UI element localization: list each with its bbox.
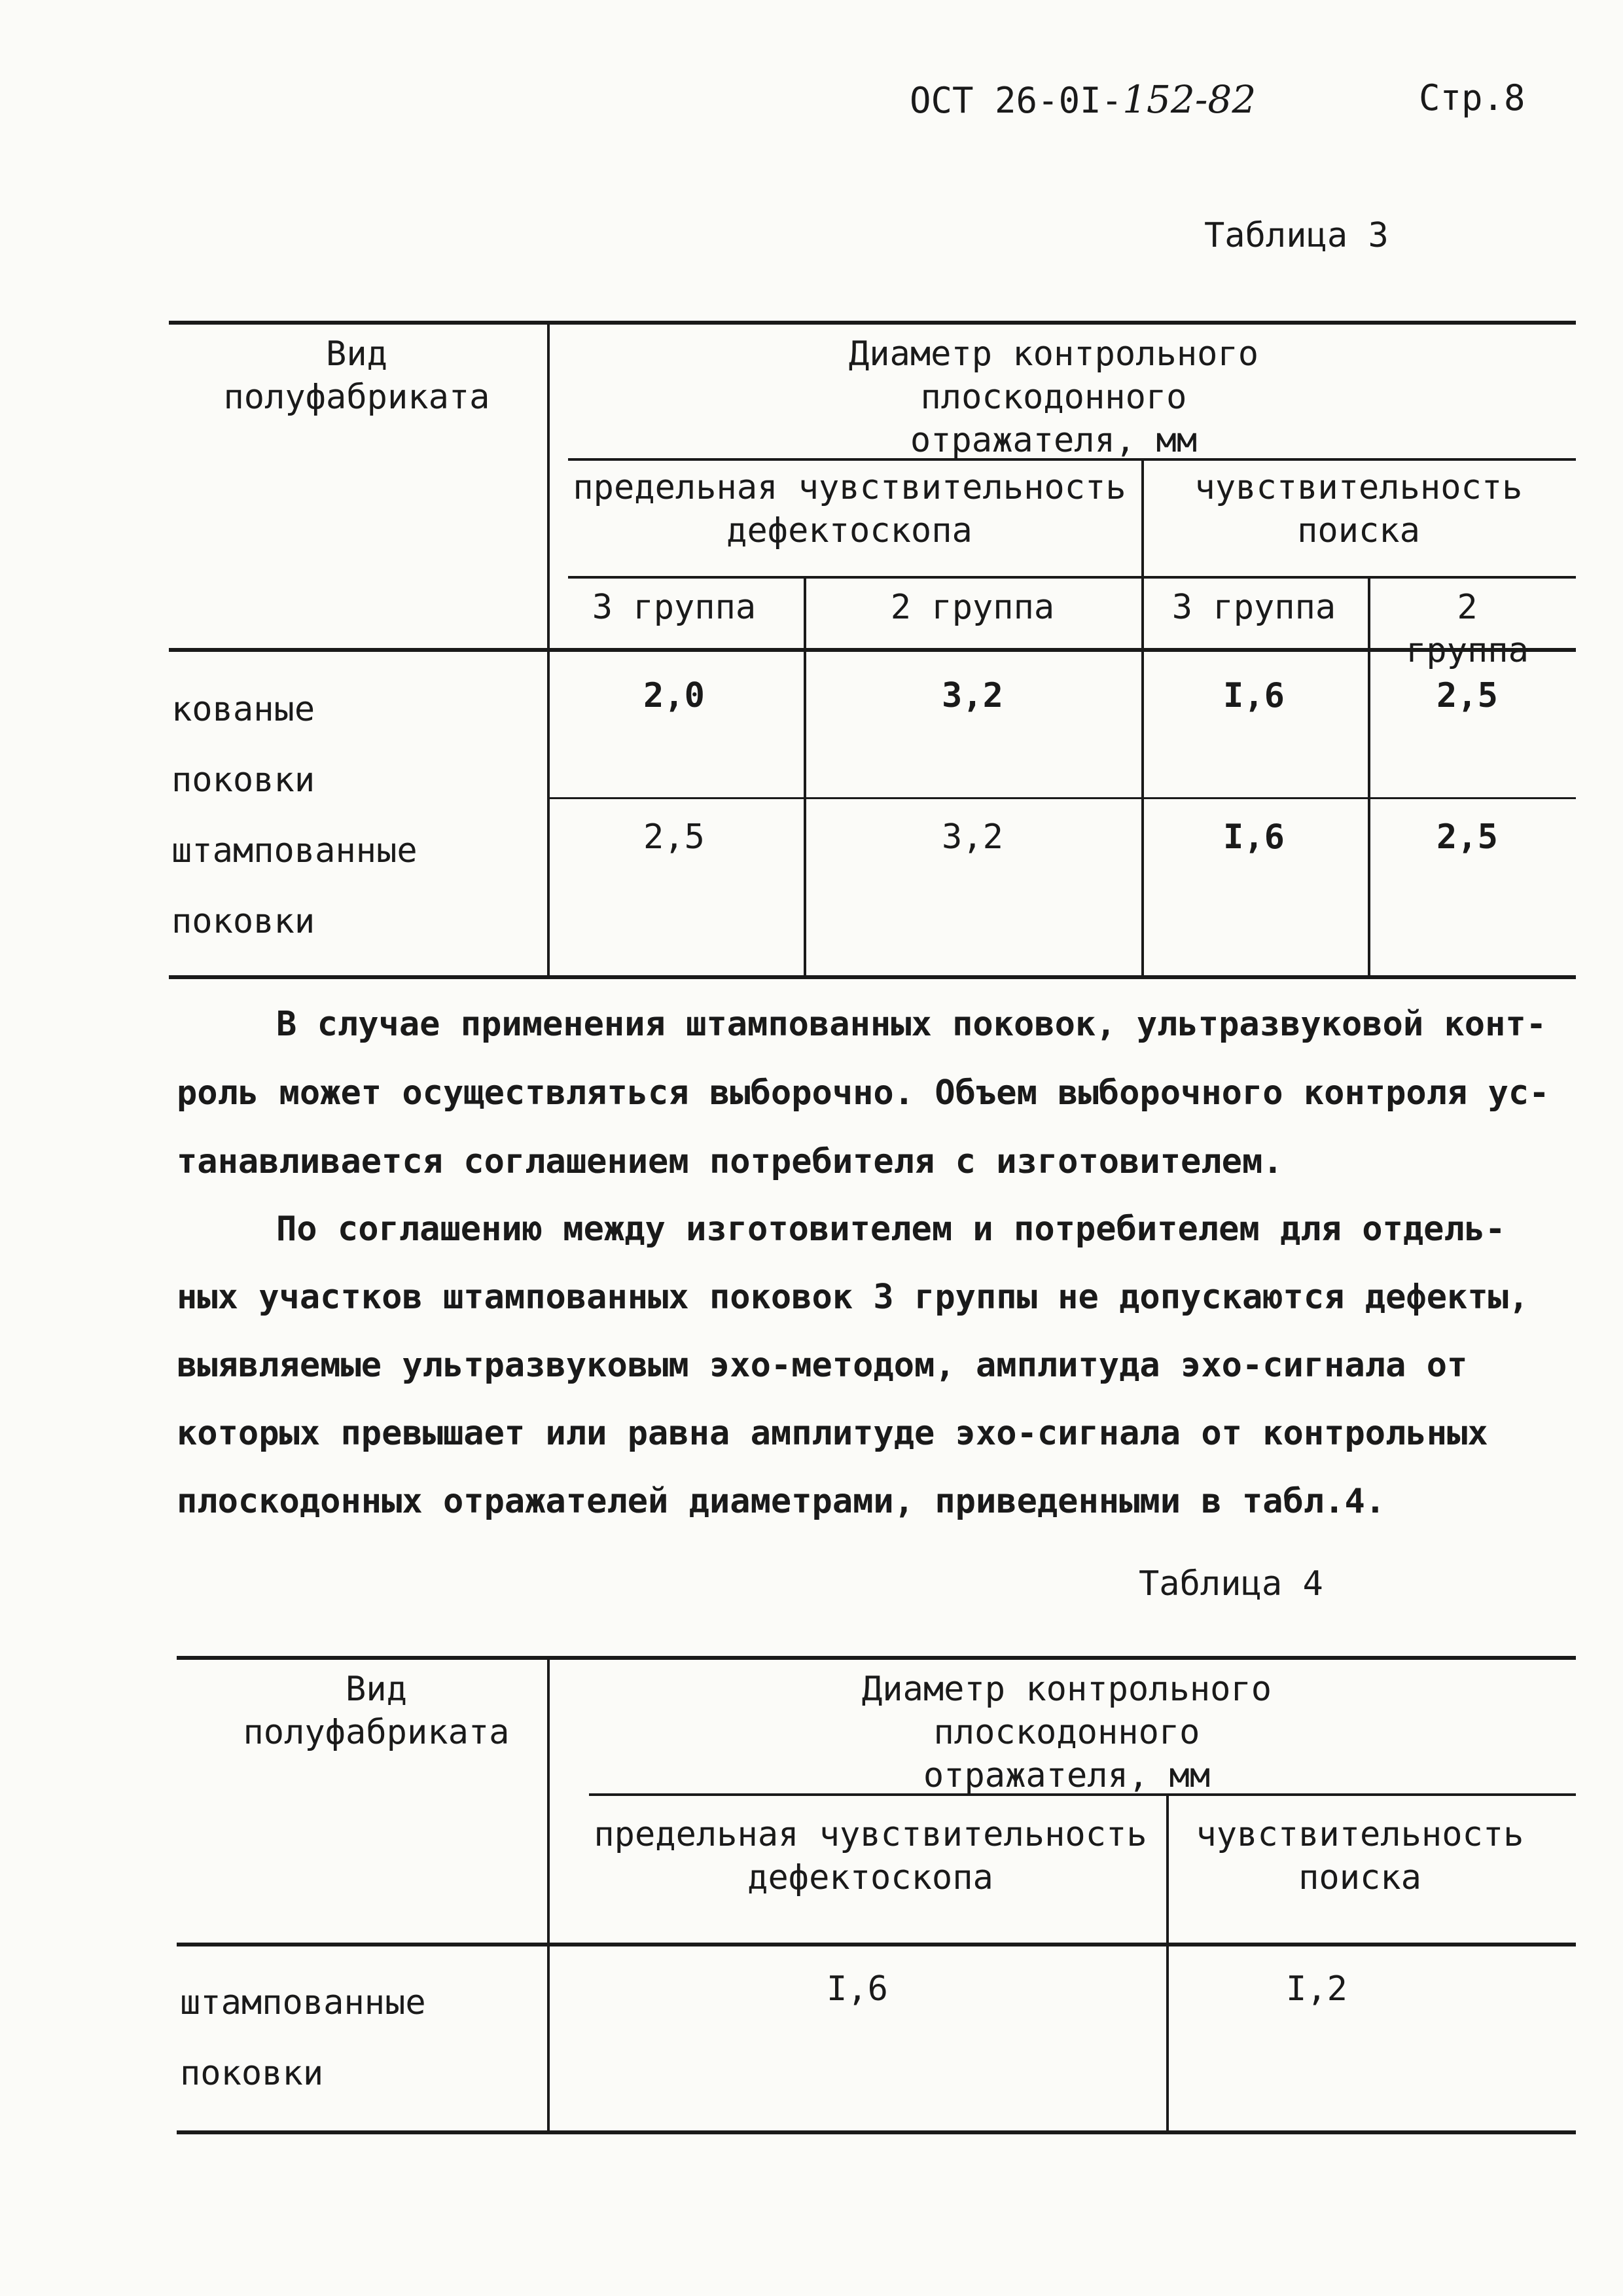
table3-cell: 3,2 bbox=[942, 676, 1003, 715]
table3-caption: Таблица 3 bbox=[1204, 216, 1389, 255]
table3-col-kind-line2: полуфабриката bbox=[223, 378, 490, 417]
table3-group-header: 2 группа bbox=[1406, 588, 1529, 670]
table3-rule bbox=[568, 576, 1576, 579]
table3-col-rule bbox=[1368, 576, 1370, 977]
table3-row-name bbox=[171, 674, 315, 816]
table4-col-diameter-line1: Диаметр контрольного плоскодонного bbox=[861, 1670, 1272, 1752]
table4-header-rule bbox=[177, 1943, 1576, 1946]
paragraph-line: выявляемые ультразвуковым эхо-методом, амплитуда эхо-сигнала от bbox=[177, 1346, 1468, 1385]
table4-caption: Таблица 4 bbox=[1139, 1564, 1323, 1604]
table4-cell: I,2 bbox=[1286, 1969, 1347, 2009]
table3-row-name bbox=[171, 816, 418, 957]
table4-col-diameter bbox=[789, 1668, 1345, 1797]
table3-col-kind-line1: Вид bbox=[326, 334, 387, 374]
table4-cell: I,6 bbox=[827, 1969, 888, 2009]
table4-top-rule bbox=[177, 1656, 1576, 1660]
paragraph-line: В случае применения штампованных поковок, ультразвуковой конт- bbox=[276, 1005, 1547, 1044]
table3-bottom-rule bbox=[169, 975, 1576, 979]
table4-row-name-line1: штампованные bbox=[180, 1983, 426, 2022]
table3-col-diameter-line2: отражателя, мм bbox=[910, 421, 1198, 460]
page-number: Стр.8 bbox=[1419, 77, 1525, 118]
table4-sub-search-line2: поиска bbox=[1298, 1858, 1421, 1897]
table4-sub-limit bbox=[594, 1813, 1147, 1899]
table3-cell: 3,2 bbox=[942, 817, 1003, 857]
table4-col-rule bbox=[547, 1656, 550, 2132]
table3-row-name-line1: кованые bbox=[171, 690, 315, 729]
table3-col-rule bbox=[547, 321, 550, 977]
table3-row-name-line2: поковки bbox=[171, 902, 315, 941]
table3-col-kind bbox=[224, 332, 490, 419]
table3-col-diameter bbox=[769, 332, 1338, 462]
paragraph-line: танавливается соглашением потребителя с изготовителем. bbox=[177, 1142, 1283, 1181]
standard-number bbox=[910, 77, 1256, 122]
table3-top-rule bbox=[169, 321, 1576, 325]
paragraph-line: плоскодонных отражателей диаметрами, приведенными в табл.4. bbox=[177, 1482, 1386, 1521]
table3-sub-limit-line2: дефектоскопа bbox=[726, 511, 972, 550]
table3-col-rule bbox=[804, 576, 806, 977]
table3-sub-limit bbox=[573, 466, 1126, 552]
table4-row-name bbox=[180, 1967, 426, 2109]
table4-bottom-rule bbox=[177, 2130, 1576, 2134]
paragraph-line: ных участков штампованных поковок 3 группы не допускаются дефекты, bbox=[177, 1278, 1529, 1317]
table3-cell: I,6 bbox=[1223, 676, 1285, 715]
table4-col-rule bbox=[1166, 1793, 1169, 2132]
table3-row-name-line2: поковки bbox=[171, 761, 315, 800]
paragraph-line: которых превышает или равна амплитуде эхо-сигнала от контрольных bbox=[177, 1414, 1488, 1453]
table3-sub-search-line2: поиска bbox=[1297, 511, 1420, 550]
table3-group-header: 3 группа bbox=[1171, 588, 1336, 627]
standard-prefix: ОСТ 26-0I- bbox=[910, 80, 1123, 121]
table4-row-name-line2: поковки bbox=[180, 2054, 324, 2093]
paragraph-line: роль может осуществляться выборочно. Объем выборочного контроля ус- bbox=[177, 1073, 1550, 1113]
table4-col-kind-line2: полуфабриката bbox=[243, 1713, 510, 1752]
table3-cell: 2,0 bbox=[643, 676, 705, 715]
table3-col-diameter-line1: Диаметр контрольного плоскодонного bbox=[848, 334, 1259, 417]
table3-cell: 2,5 bbox=[1436, 817, 1498, 857]
table3-sub-search bbox=[1195, 466, 1523, 552]
table3-sub-limit-line1: предельная чувствительность bbox=[573, 468, 1126, 507]
table3-cell: 2,5 bbox=[1436, 676, 1498, 715]
table4-sub-search bbox=[1196, 1813, 1524, 1899]
table4-sub-limit-line2: дефектоскопа bbox=[747, 1858, 993, 1897]
table4-sub-limit-line1: предельная чувствительность bbox=[594, 1815, 1147, 1854]
table3-sub-search-line1: чувствительность bbox=[1194, 468, 1523, 507]
standard-handwritten-number: 152-82 bbox=[1122, 77, 1257, 122]
table4-col-kind bbox=[243, 1668, 510, 1754]
table3-group-header: 2 группа bbox=[890, 588, 1055, 627]
table4-col-kind-line1: Вид bbox=[346, 1670, 407, 1709]
table4-sub-search-line1: чувствительность bbox=[1196, 1815, 1524, 1854]
table3-group-header: 3 группа bbox=[592, 588, 757, 627]
table3-cell: 2,5 bbox=[643, 817, 705, 857]
table4-col-diameter-line2: отражателя, мм bbox=[923, 1756, 1211, 1795]
table3-col-rule bbox=[1141, 458, 1144, 977]
paragraph-line: По соглашению между изготовителем и потребителем для отдель- bbox=[276, 1210, 1506, 1249]
table3-row-name-line1: штампованные bbox=[171, 831, 418, 870]
table3-cell: I,6 bbox=[1223, 817, 1285, 857]
table3-header-rule bbox=[169, 648, 1576, 652]
table3-row-rule bbox=[550, 797, 1576, 799]
